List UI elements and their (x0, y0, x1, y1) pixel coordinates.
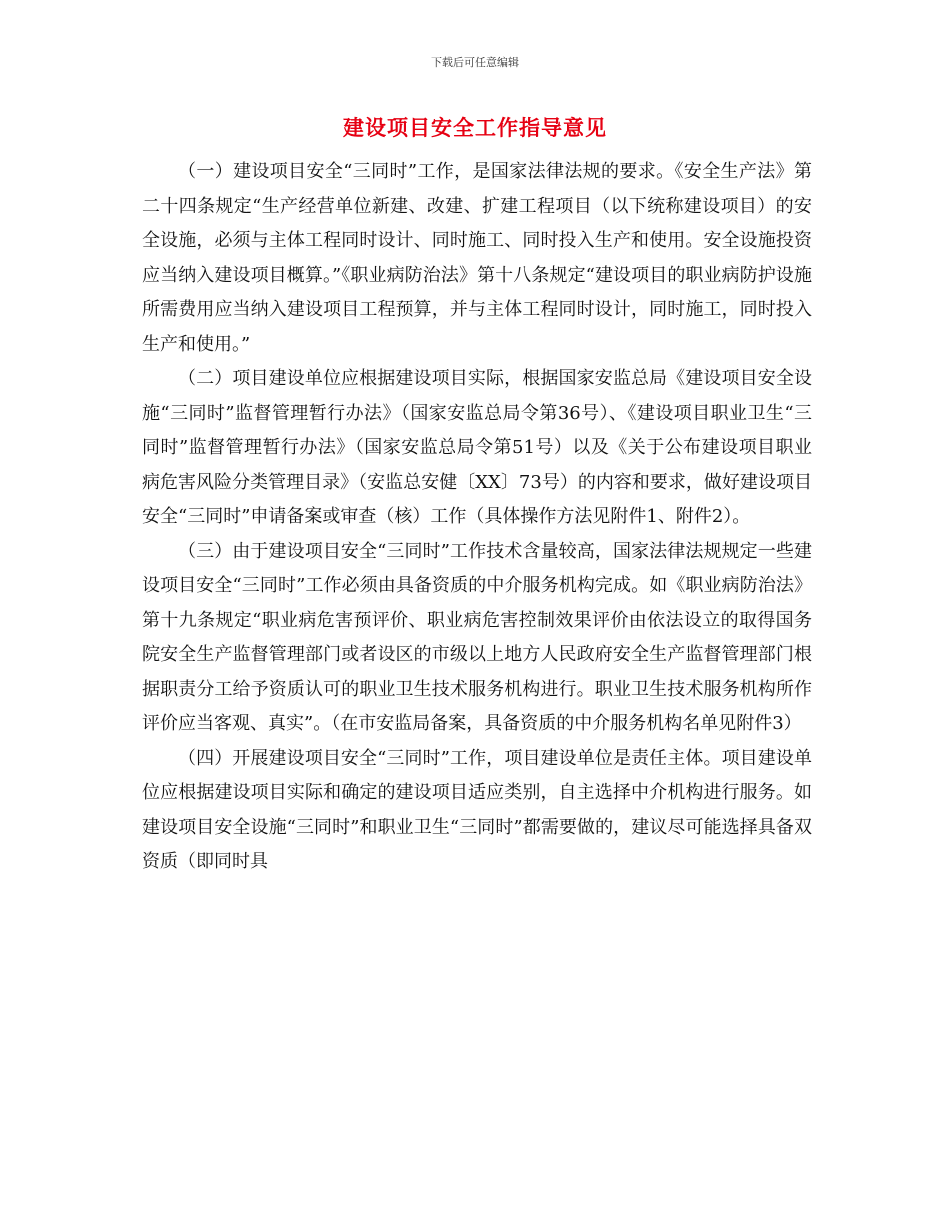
document-title: 建设项目安全工作指导意见 (343, 116, 607, 140)
paragraph-4: （四）开展建设项目安全“三同时”工作，项目建设单位是责任主体。项目建设单位应根据建设项目实际和确定的建设项目适应类别，自主选择中介机构进行服务。如建设项目安全设施“三同时”和职业卫生“三同时”都需要做的，建议尽可能选择具备双资质（即同时具 (142, 747, 812, 872)
paragraph-3: （三）由于建设项目安全“三同时”工作技术含量较高，国家法律法规规定一些建设项目安全“三同时”工作必须由具备资质的中介服务机构完成。如《职业病防治法》第十九条规定“职业病危害预评价、职业病危害控制效果评价由依法设立的取得国务院安全生产监督管理部门或者设区的市级以上地方人民政府安全生产监督管理部门根据职责分工给予资质认可的职业卫生技术服务机构进行。职业卫生技术服务机构所作评价应当客观、真实”。（在市安监局备案，具备资质的中介服务机构名单见附件3） (142, 540, 812, 734)
header-note: 下载后可任意编辑 (431, 56, 519, 69)
paragraph-1: （一）建设项目安全“三同时”工作，是国家法律法规的要求。《安全生产法》第二十四条规定“生产经营单位新建、改建、扩建工程项目（以下统称建设项目）的安全设施，必须与主体工程同时设计、同时施工、同时投入生产和使用。安全设施投资应当纳入建设项目概算。”《职业病防治法》第十八条规定“建设项目的职业病防护设施所需费用应当纳入建设项目工程预算，并与主体工程同时设计，同时施工，同时投入生产和使用。” (142, 161, 812, 355)
document-body (142, 155, 812, 880)
paragraph-2: （二）项目建设单位应根据建设项目实际，根据国家安监总局《建设项目安全设施“三同时”监督管理暂行办法》（国家安监总局令第36号）、《建设项目职业卫生“三同时”监督管理暂行办法》（国家安监总局令第51号）以及《关于公布建设项目职业病危害风险分类管理目录》（安监总安健〔XX〕73号）的内容和要求，做好建设项目安全“三同时”申请备案或审查（核）工作（具体操作方法见附件1、附件2）。 (142, 368, 812, 527)
